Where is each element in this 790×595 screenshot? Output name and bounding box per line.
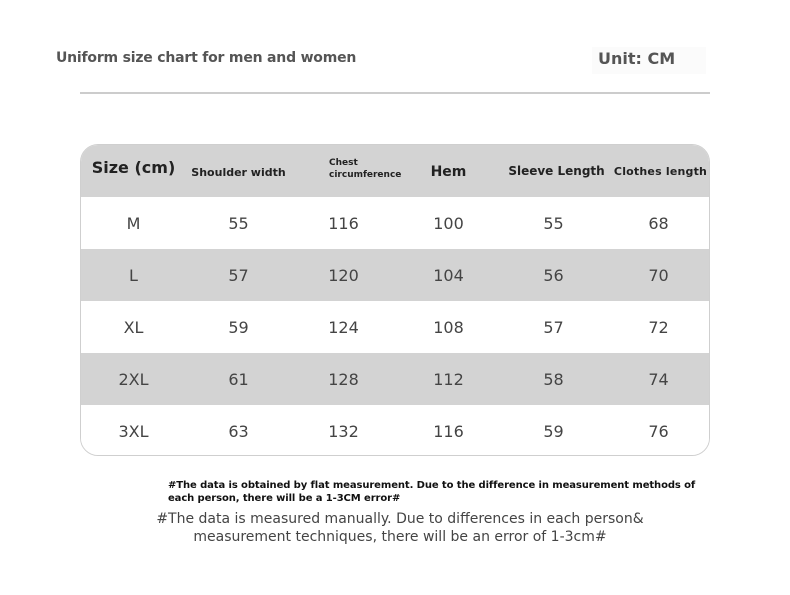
cell-size: 2XL xyxy=(118,369,149,389)
cell-length: 68 xyxy=(648,213,669,233)
table-header-row xyxy=(81,145,709,197)
cell-length: 72 xyxy=(648,317,669,337)
cell-sleeve: 59 xyxy=(543,421,564,441)
unit-label: Unit: CM xyxy=(592,47,706,74)
column-header-sleeve: Sleeve Length xyxy=(508,164,605,178)
column-header-hem: Hem xyxy=(430,164,467,180)
cell-sleeve: 57 xyxy=(543,317,564,337)
cell-shoulder: 61 xyxy=(228,369,249,389)
cell-shoulder: 57 xyxy=(228,265,249,285)
cell-length: 76 xyxy=(648,421,669,441)
cell-hem: 100 xyxy=(433,213,464,233)
header-divider xyxy=(80,92,710,94)
measurement-note-bold: #The data is obtained by flat measurement. Due to the difference in measurement methods of each person, there will be a 1-3CM error# xyxy=(168,480,696,504)
cell-sleeve: 55 xyxy=(543,213,564,233)
cell-length: 74 xyxy=(648,369,669,389)
table-row xyxy=(81,405,709,456)
cell-chest: 128 xyxy=(328,369,359,389)
cell-hem: 112 xyxy=(433,369,464,389)
cell-size: M xyxy=(126,213,141,233)
cell-hem: 116 xyxy=(433,421,464,441)
cell-shoulder: 59 xyxy=(228,317,249,337)
table-row xyxy=(81,197,709,249)
cell-size: XL xyxy=(123,317,144,337)
cell-size: 3XL xyxy=(118,421,149,441)
column-header-shoulder: Shoulder width xyxy=(191,165,286,179)
cell-length: 70 xyxy=(648,265,669,285)
cell-shoulder: 55 xyxy=(228,213,249,233)
column-header-size: Size (cm) xyxy=(91,157,176,177)
column-header-chest xyxy=(291,145,402,197)
column-header-chest-line1: Chest xyxy=(329,158,358,168)
cell-hem: 108 xyxy=(433,317,464,337)
column-header-chest-line2: circumference xyxy=(329,170,402,180)
cell-size: L xyxy=(129,265,138,285)
cell-chest: 124 xyxy=(328,317,359,337)
cell-shoulder: 63 xyxy=(228,421,249,441)
table-row xyxy=(81,249,709,301)
cell-hem: 104 xyxy=(433,265,464,285)
chart-title: Uniform size chart for men and women xyxy=(56,50,357,66)
measurement-note: #The data is measured manually. Due to differences in each person& measurement techniques, there will be an error of 1-3cm# xyxy=(156,511,644,545)
cell-sleeve: 58 xyxy=(543,369,564,389)
cell-chest: 116 xyxy=(328,213,359,233)
cell-chest: 132 xyxy=(328,421,359,441)
table-row xyxy=(81,301,709,353)
cell-chest: 120 xyxy=(328,265,359,285)
size-table xyxy=(80,144,710,456)
column-header-length: Clothes length xyxy=(613,164,708,178)
cell-sleeve: 56 xyxy=(543,265,564,285)
table-row xyxy=(81,353,709,405)
